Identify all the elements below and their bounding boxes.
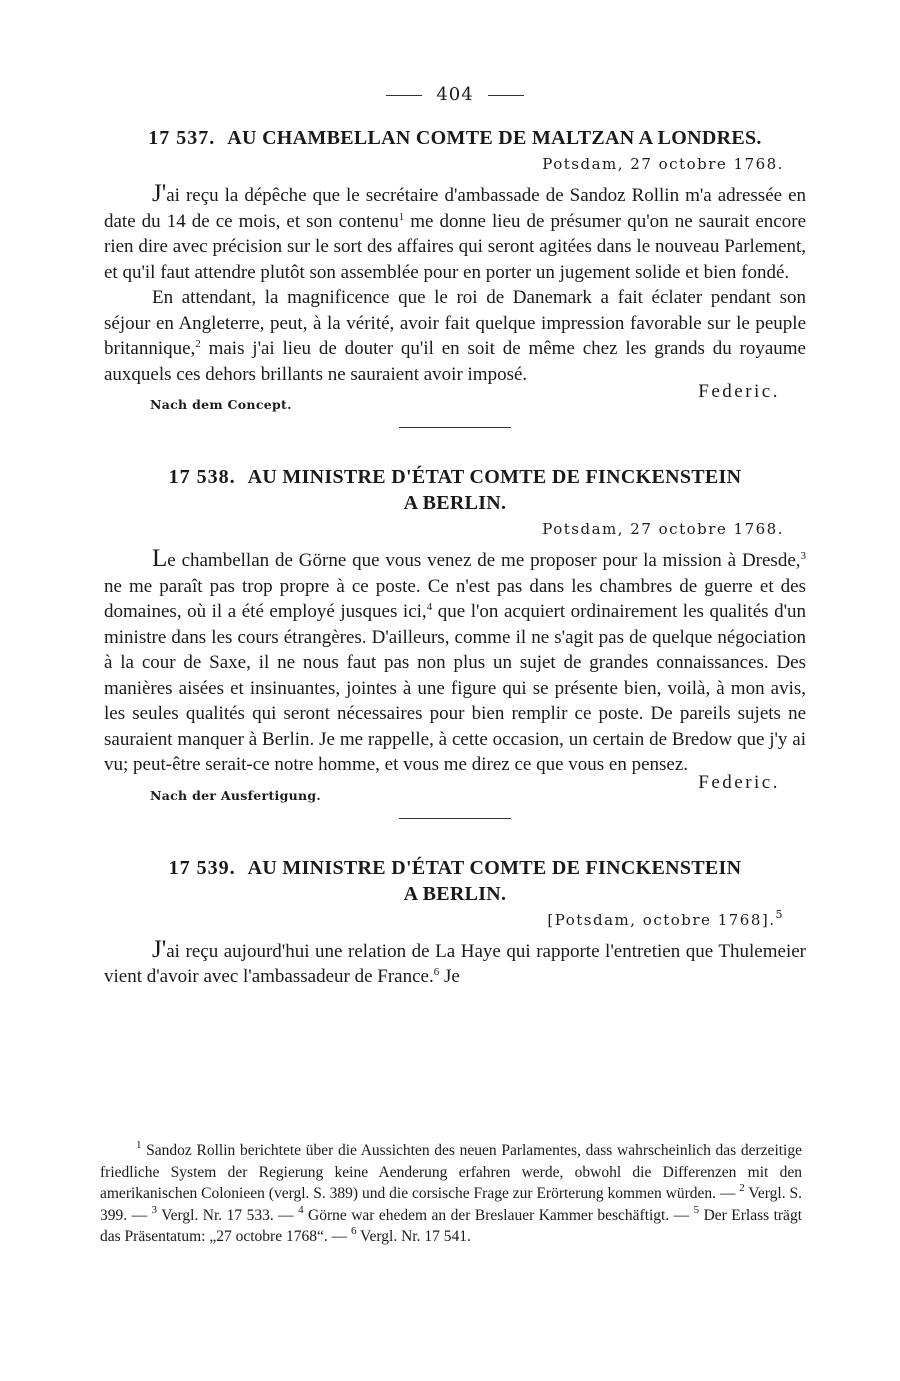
- letter-number: 17 537.: [148, 127, 216, 149]
- footnote-marker: 5: [693, 1203, 700, 1216]
- letter-title: AU MINISTRE D'ÉTAT COMTE DE FINCKENSTEIN: [247, 466, 742, 488]
- paragraph: [104, 937, 806, 990]
- footnote-marker: 1: [136, 1139, 142, 1151]
- letter-body: [104, 181, 806, 387]
- footnote-marker: 6: [350, 1225, 357, 1237]
- letter-header: [104, 855, 806, 907]
- text-segment: que l'on acquiert ordinairement les qualités d'un ministre dans les cours étrangères. D'ailleurs, comme il ne s'agit pas de quelque négociation à la cour de Saxe, il ne nous faut pas non plus un sujet de grandes connaissances. Des manières aisées et insinuantes, jointes à une figure qui se présente bien, voilà, à mon avis, les seules qualités qui seront nécessaires pour bien remplir ce poste. De pareils sujets ne sauraient manquer à Berlin. Je me rappelle, à cette occasion, un certain de Bredow que j'y ai vu; peut-être serait-ce notre homme, et vous me direz ce que vous en pensez.: [104, 601, 807, 775]
- paragraph: [104, 285, 806, 387]
- footnote-ref: 2: [195, 338, 201, 350]
- footnote-text: Der Erlass trägt das Präsentatum: „27 octobre 1768“. —: [100, 1206, 802, 1245]
- letter-17538: [104, 464, 806, 804]
- signature: Federic.: [698, 381, 780, 402]
- letter-number: 17 539.: [168, 856, 236, 879]
- letter-title: AU CHAMBELLAN COMTE DE MALTZAN A LONDRES.: [227, 127, 762, 149]
- footnotes: [100, 1140, 802, 1248]
- letter-body: [104, 937, 806, 990]
- dateline-text: [Potsdam, octobre 1768].: [547, 910, 776, 929]
- footnote-text: Sandoz Rollin berichtete über die Aussichten des neuen Parlamentes, dass wahrscheinlich das derzeitige friedliche System der Regierung keine Aenderung erfahren werde, obwohl die Differenzen mit den amerikanischen Colonieen (vergl. S. 389) und die corsische Frage zur Erörterung kommen würden. —: [100, 1142, 802, 1202]
- page-number: [104, 84, 806, 105]
- text-segment: ne me paraît pas trop propre à ce poste. Ce n'est pas dans les chambres de guerre et des domaines, où il a été employé jusques ici,: [104, 575, 806, 622]
- footnote-text: Vergl. Nr. 17 541.: [356, 1228, 471, 1245]
- footnote-marker: 4: [298, 1203, 304, 1216]
- letter-title-line2: A BERLIN.: [403, 882, 507, 905]
- letter-body: [104, 546, 806, 778]
- footnote-text: Vergl. Nr. 17 533. —: [157, 1206, 299, 1224]
- letter-number: 17 538.: [168, 466, 236, 488]
- document-page: [104, 84, 806, 990]
- footnote-text: Vergl. S. 399. —: [100, 1185, 802, 1224]
- letter-title: AU MINISTRE D'ÉTAT COMTE DE FINCKENSTEIN: [247, 856, 742, 879]
- dash-right: [488, 95, 524, 96]
- dash-left: [386, 95, 422, 96]
- text-segment: Le chambellan de Görne que vous venez de me proposer pour la mission à Dresde,: [152, 545, 801, 572]
- footnote-ref: 6: [433, 966, 440, 978]
- letter-17537: [104, 125, 806, 413]
- text-segment: mais j'ai lieu de douter qu'il en soit de même chez les grands du royaume auxquels ces dehors brillants ne sauraient avoir imposé.: [104, 338, 806, 385]
- footnote-ref: 1: [398, 210, 405, 223]
- section-divider: [399, 818, 511, 819]
- signature: Federic.: [698, 771, 780, 793]
- text-segment: J'ai reçu aujourd'hui une relation de La Haye qui rapporte l'entretien que Thulemeier vient d'avoir avec l'ambassadeur de France.: [104, 935, 806, 987]
- letter-header: [104, 125, 806, 151]
- footnote-text: Görne war ehedem an der Breslauer Kammer beschäftigt. —: [303, 1206, 694, 1224]
- paragraph: [104, 181, 806, 285]
- dateline: Potsdam, 27 octobre 1768.: [542, 155, 784, 173]
- footnote-ref: 5: [775, 907, 784, 921]
- source-note: Nach der Ausfertigung.: [150, 787, 322, 803]
- letter-17539: [104, 855, 806, 990]
- signature-row: [104, 771, 806, 804]
- paragraph: [104, 546, 806, 778]
- footnote-marker: 3: [151, 1203, 158, 1216]
- footnote-block: [100, 1140, 802, 1248]
- section-divider: [399, 427, 511, 428]
- letter-title-line2: A BERLIN.: [403, 492, 507, 514]
- source-note: Nach dem Concept.: [150, 397, 292, 412]
- footnote-marker: 2: [739, 1182, 745, 1194]
- signature-row: [104, 381, 806, 413]
- text-segment: En attendant, la magnificence que le roi de Danemark a fait éclater pendant son séjour en Angleterre, peut, à la vérité, avoir fait quelque impression favorable sur le peuple britannique,: [104, 287, 806, 359]
- letter-header: [104, 464, 806, 516]
- dateline: [104, 909, 784, 931]
- page-number-text: 404: [436, 84, 474, 105]
- footnote-ref: 3: [800, 550, 806, 562]
- text-segment: Je: [439, 966, 460, 987]
- dateline: Potsdam, 27 octobre 1768.: [542, 520, 784, 538]
- text-segment: me donne lieu de présumer qu'on ne saurait encore rien dire avec précision sur le sort des affaires qui seront agitées dans le nouveau Parlement, et qu'il faut attendre plutôt son assemblée pour en porter un jugement solide et bien fondé.: [104, 210, 806, 283]
- footnote-ref: 4: [426, 601, 433, 613]
- text-segment: J'ai reçu la dépêche que le secrétaire d'ambassade de Sandoz Rollin m'a adressée en date du 14 de ce mois, et son contenu: [104, 180, 806, 232]
